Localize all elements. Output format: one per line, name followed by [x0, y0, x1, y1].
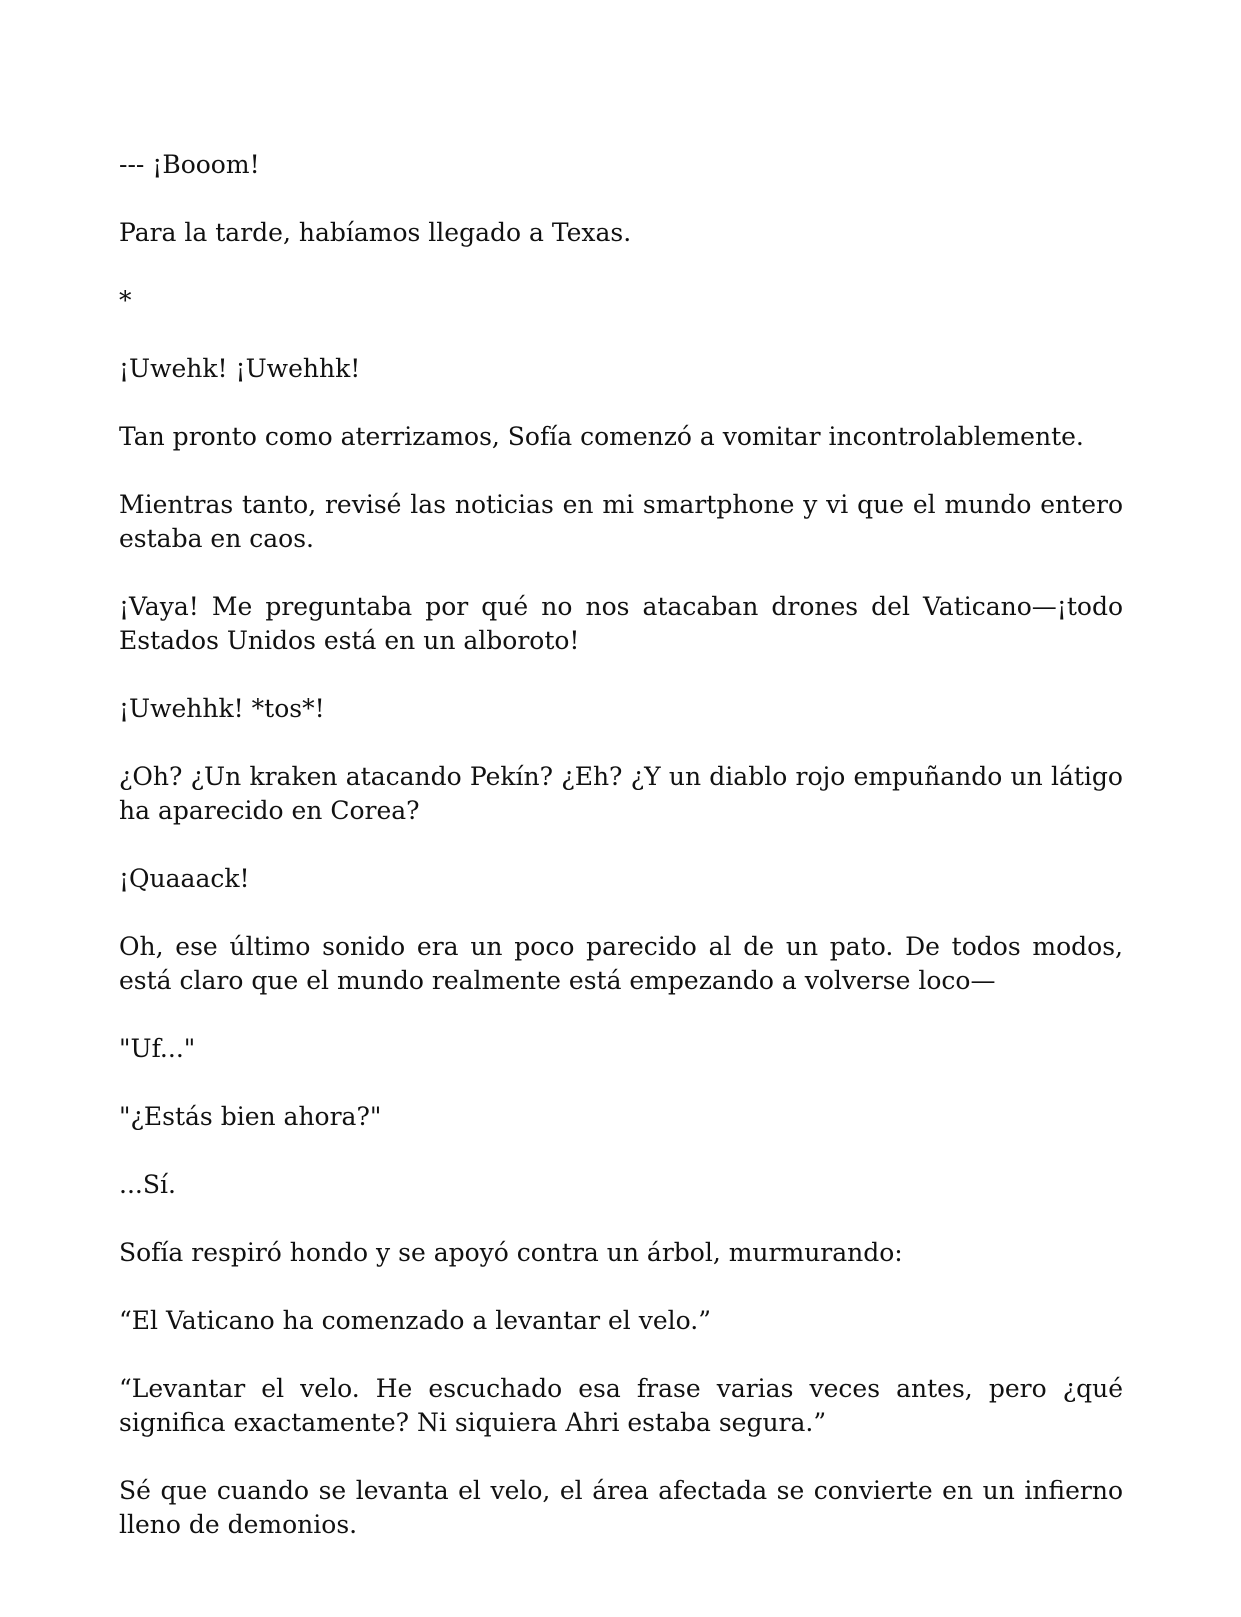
- document-body: [119, 148, 1123, 1576]
- paragraph-yes: ...Sí.: [119, 1170, 176, 1199]
- paragraph-explosion: --- ¡Booom!: [119, 150, 260, 179]
- paragraph-quack: ¡Quaaack!: [119, 864, 250, 893]
- scene-break: *: [119, 286, 132, 315]
- paragraph-vomit-sound: ¡Uwehk! ¡Uwehhk!: [119, 354, 361, 383]
- paragraph-uf: "Uf...": [119, 1034, 196, 1063]
- paragraph-kraken: ¿Oh? ¿Un kraken atacando Pekín? ¿Eh? ¿Y un diablo rojo empuñando un látigo ha aparecido en Corea?: [119, 762, 1123, 825]
- paragraph-vatican-drones: ¡Vaya! Me preguntaba por qué no nos atacaban drones del Vaticano—¡todo Estados Unidos está en un alboroto!: [119, 592, 1123, 655]
- paragraph-arrival-texas: Para la tarde, habíamos llegado a Texas.: [119, 218, 632, 247]
- paragraph-duck-sound: Oh, ese último sonido era un poco parecido al de un pato. De todos modos, está claro que el mundo realmente está empezando a volverse loco—: [119, 932, 1123, 995]
- paragraph-veil-hell: Sé que cuando se levanta el velo, el área afectada se convierte en un infierno lleno de demonios.: [119, 1476, 1123, 1539]
- paragraph-cough: ¡Uwehhk! *tos*!: [119, 694, 325, 723]
- paragraph-landing: Tan pronto como aterrizamos, Sofía comenzó a vomitar incontrolablemente.: [119, 422, 1084, 451]
- paragraph-are-you-ok: "¿Estás bien ahora?": [119, 1102, 382, 1131]
- paragraph-vatican-veil: “El Vaticano ha comenzado a levantar el velo.”: [119, 1306, 711, 1335]
- paragraph-lift-veil-question: “Levantar el velo. He escuchado esa frase varias veces antes, pero ¿qué significa exactamente? Ni siquiera Ahri estaba segura.”: [119, 1374, 1123, 1437]
- paragraph-news: Mientras tanto, revisé las noticias en mi smartphone y vi que el mundo entero estaba en caos.: [119, 490, 1123, 553]
- paragraph-sofia-breathes: Sofía respiró hondo y se apoyó contra un árbol, murmurando:: [119, 1238, 903, 1267]
